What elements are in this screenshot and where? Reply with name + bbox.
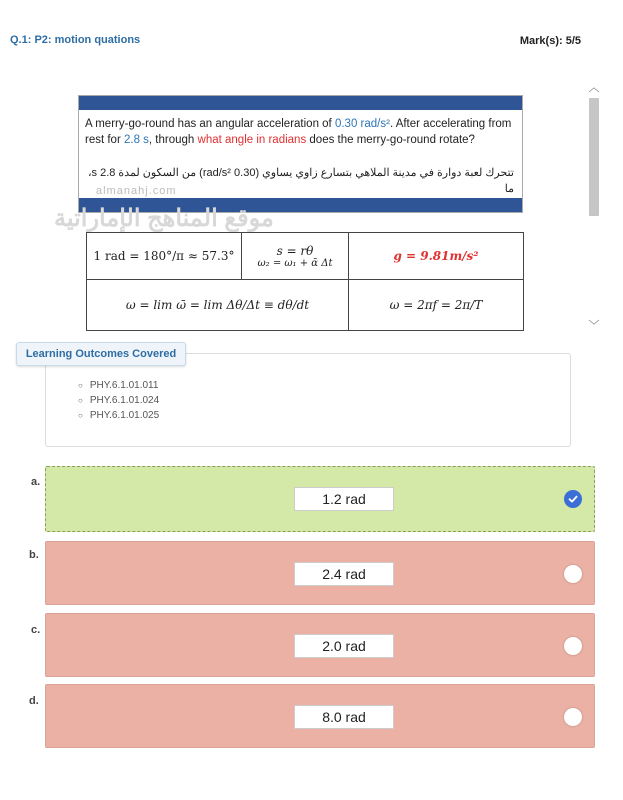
outcome-item: ○ PHY.6.1.01.011 [78,378,159,393]
option-d[interactable] [45,684,595,748]
option-letter-a: a. [31,476,41,488]
question-en-highlight: what angle in radians [197,134,307,146]
mark-label: Mark(s): 5/5 [519,35,581,47]
option-letter-b: b. [29,549,39,561]
card-top-bar [79,96,522,110]
watermark-arabic: موقع المناهج الإماراتية [54,205,274,232]
formula-omega2: ω₂ = ω₁ + ᾱ Δt [257,257,333,269]
outcome-item: ○ PHY.6.1.01.025 [78,408,159,423]
option-a[interactable] [45,466,595,532]
question-en-part: . After accelerating from rest for [85,118,512,146]
outcome-item: ○ PHY.6.1.01.024 [78,393,159,408]
radio-button-d[interactable] [564,708,582,726]
formula-omega-frequency: ω = 2πf = 2π/T [348,279,524,331]
formula-table [86,232,524,342]
question-ar-line1: تتحرك لعبة دوارة في مدينة الملاهي بتسارع زاوي يساوي (0.30 rad/s²) من السكون لمدة 2.8 s، ما [87,167,514,195]
question-title: Q.1: P2: motion quations [10,34,141,46]
vertical-scrollbar[interactable] [587,80,601,332]
option-d-answer: 8.0 rad [294,705,394,729]
option-b[interactable] [45,541,595,605]
learning-outcomes-panel [45,353,571,447]
formula-rad-conversion: 1 rad = 180°/π ≈ 57.3° [86,232,242,280]
radio-button-c[interactable] [564,637,582,655]
question-en-part: , through [148,134,198,146]
formula-gravity: g = 9.81m/s² [348,232,524,280]
question-en-accel: 0.30 rad/s² [334,118,390,130]
formula-cell-kinematics [241,232,349,280]
radio-button-b[interactable] [564,565,582,583]
outcomes-list [78,378,159,423]
learning-outcomes-tab[interactable]: Learning Outcomes Covered [16,342,186,366]
option-b-answer: 2.4 rad [294,562,394,586]
watermark-url: almanahj.com [96,185,177,197]
question-en-part: does the merry-go-round rotate? [306,134,475,146]
option-c-answer: 2.0 rad [294,634,394,658]
formula-omega-limit: ω = lim ω̄ = lim Δθ/Δt ≡ dθ/dt [86,279,349,331]
scroll-down-icon[interactable]: ﹀ [588,320,600,332]
question-en-part: A merry-go-round has an angular acceleration of [85,118,335,130]
option-letter-c: c. [31,624,41,636]
question-text-en [85,116,515,148]
scrollbar-thumb[interactable] [589,98,599,216]
formula-arc: s = rθ [276,243,314,258]
checkmark-icon[interactable] [564,490,582,508]
option-letter-d: d. [29,695,39,707]
scroll-up-icon[interactable]: ︿ [588,82,600,94]
option-a-answer: 1.2 rad [294,487,394,511]
option-c[interactable] [45,613,595,677]
question-en-time: 2.8 s [123,134,149,146]
